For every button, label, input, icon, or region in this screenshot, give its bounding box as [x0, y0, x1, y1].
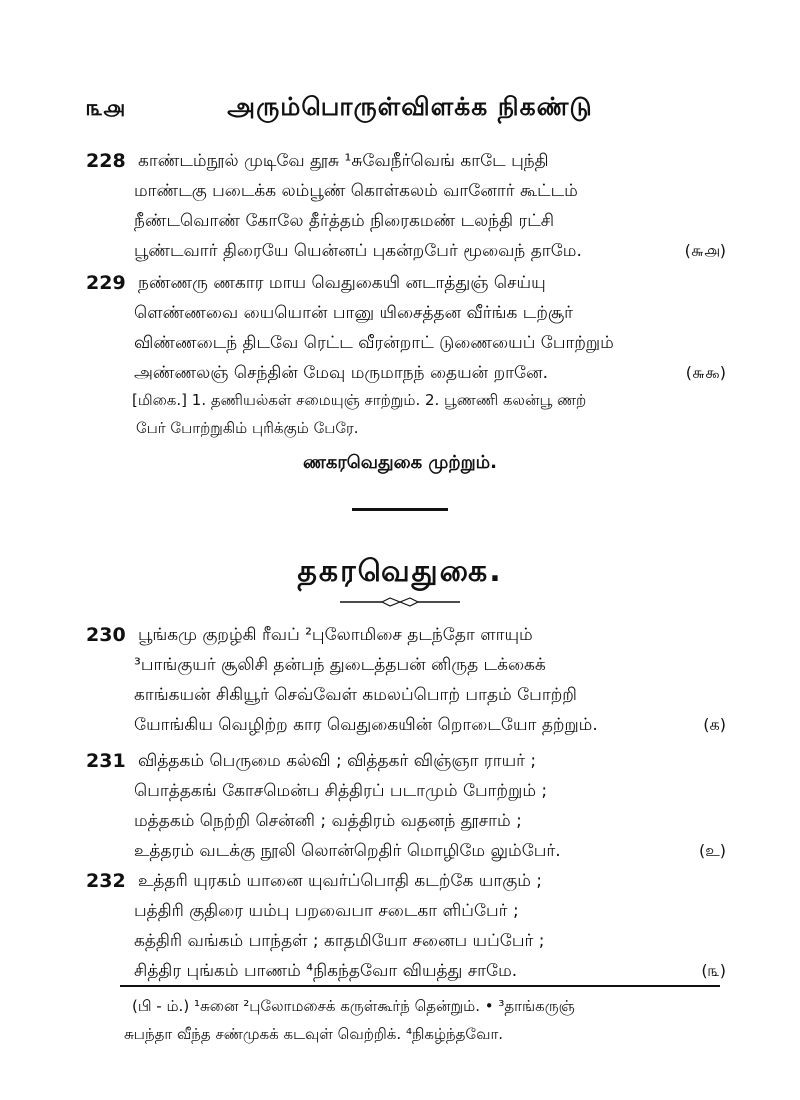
verse-line	[86, 866, 726, 896]
verse-line	[86, 176, 726, 206]
verse-232	[86, 866, 726, 986]
verse-line-text: மாண்டகு படைக்க லம்பூண் கொள்கலம் வானோர் கூட்டம்	[134, 181, 578, 201]
verse-line	[86, 620, 726, 650]
verse-mark: (௬௮)	[684, 241, 726, 260]
verse-line-text: வித்தகம் பெருமை கல்வி ; வித்தகர் விஞ்ஞா ராயர் ;	[138, 751, 537, 771]
footnote-line: சுபந்தா வீந்த சண்முகக் கடவுள் வெற்றிக். ⁴நிகழ்ந்தவோ.	[124, 1025, 504, 1043]
verse-number: 229	[86, 272, 126, 294]
verse-line	[86, 746, 726, 776]
verse-228	[86, 146, 726, 266]
footnote-line: பேர் போற்றுகிம் புரிக்கும் பேரே.	[136, 419, 359, 437]
verse-line	[86, 358, 726, 388]
ornament-divider-icon	[338, 596, 462, 608]
verse-number: 230	[86, 624, 126, 646]
verse-229	[86, 268, 726, 388]
verse-line	[86, 806, 726, 836]
verse-line	[86, 680, 726, 710]
verse-number: 232	[86, 870, 126, 892]
verse-line-text: உத்தரி யுரகம் யானை யுவர்ப்பொதி கடற்கே யாகும் ;	[138, 871, 543, 891]
verse-line	[86, 710, 726, 740]
footnote-block	[124, 992, 575, 1048]
verse-line	[86, 650, 726, 680]
verse-line-text: நண்ணரு ணகார மாய வெதுகையி னடாத்துஞ் செய்யு	[138, 273, 546, 293]
section-end-text: ணகரவெதுகை முற்றும்.	[303, 452, 497, 473]
footnote-block	[132, 386, 586, 442]
verse-line-text: யோங்கிய வெழிற்ற கார வெதுகையின் றொடையோ தற்றும்.	[134, 715, 598, 735]
verse-line-text: பத்திரி குதிரை யம்பு பறவைபா சடைகா ளிப்பேர் ;	[134, 901, 519, 921]
verse-line	[86, 268, 726, 298]
verse-line-text: மத்தகம் நெற்றி சென்னி ; வத்திரம் வதனந் தூசாம் ;	[134, 811, 522, 831]
verse-number: 228	[86, 150, 126, 172]
verse-line-text: ³பாங்குயர் சூலிசி தன்பந் துடைத்தபன் னிருத டக்கைக்	[134, 655, 546, 675]
page-number: ௩௮	[86, 96, 125, 121]
verse-231	[86, 746, 726, 866]
verse-line	[86, 956, 726, 986]
verse-mark: (உ)	[699, 841, 726, 860]
verse-line	[86, 328, 726, 358]
verse-line	[86, 896, 726, 926]
page-header	[80, 92, 740, 126]
verse-line-text: விண்ணடைந் திடவே ரெட்ட வீரன்றாட் டுணையைப் போற்றும்	[134, 333, 614, 353]
footnote-line: (பி - ம்.) ¹சுனை ²புலோமசைக் கருள்கூர்ந் தென்றும். • ³தாங்கருஞ்	[132, 997, 575, 1015]
footnote-rule	[120, 985, 720, 987]
verse-line-text: கத்திரி வங்கம் பாந்தள் ; காதமியோ சனைப யப்பேர் ;	[134, 931, 545, 951]
verse-line-text: பூண்டவார் திரையே யென்னப் புகன்றபேர் மூவைந் தாமே.	[134, 241, 582, 261]
verse-line	[86, 146, 726, 176]
verse-line	[86, 836, 726, 866]
verse-mark: (௩)	[701, 961, 726, 980]
verse-line-text: பூங்கமு குறழ்கி ரீவப் ²புலோமிசை தடந்தோ ளாயும்	[138, 625, 533, 645]
verse-line	[86, 926, 726, 956]
verse-number: 231	[86, 750, 126, 772]
divider-rule	[352, 508, 448, 511]
verse-mark: (க)	[703, 715, 726, 734]
verse-line-text: ளெண்ணவை யையொன் பானு யிசைத்தன வீர்ங்க டற்சூர்	[134, 303, 574, 323]
verse-line-text: காங்கயன் சிகியூர் செவ்வேள் கமலப்பொற் பாதம் போற்றி	[134, 685, 577, 705]
verse-line-text: சித்திர புங்கம் பாணம் ⁴நிகந்தவோ வியத்து சாமே.	[134, 961, 518, 981]
verse-line-text: உத்தரம் வடக்கு நூலி லொன்றெதிர் மொழிமே லும்பேர்.	[134, 841, 561, 861]
page-title: அரும்பொருள்விளக்க நிகண்டு	[227, 92, 593, 121]
verse-mark: (௬௯)	[685, 363, 726, 382]
verse-line-text: அண்ணலஞ் செந்தின் மேவு மருமாநந் தையன் றானே.	[134, 363, 548, 383]
verse-line-text: நீண்டவொண் கோலே தீர்த்தம் நிரைகமண் டலந்தி ரட்சி	[134, 211, 555, 231]
verse-line	[86, 776, 726, 806]
section-title: தகரவெதுகை.	[297, 554, 503, 589]
verse-line-text: காண்டம்நூல் முடிவே தூசு ¹சுவேநீர்வெங் காடே புந்தி	[138, 151, 549, 171]
footnote-line: [மிகை.] 1. தணியல்கள் சமையுஞ் சாற்றும். 2. பூணணி கலன்பூ ணற்	[132, 391, 587, 409]
verse-line	[86, 298, 726, 328]
verse-230	[86, 620, 726, 740]
verse-line-text: பொத்தகங் கோசமென்ப சித்திரப் படாமும் போற்றும் ;	[134, 781, 548, 801]
verse-line	[86, 206, 726, 236]
verse-line	[86, 236, 726, 266]
